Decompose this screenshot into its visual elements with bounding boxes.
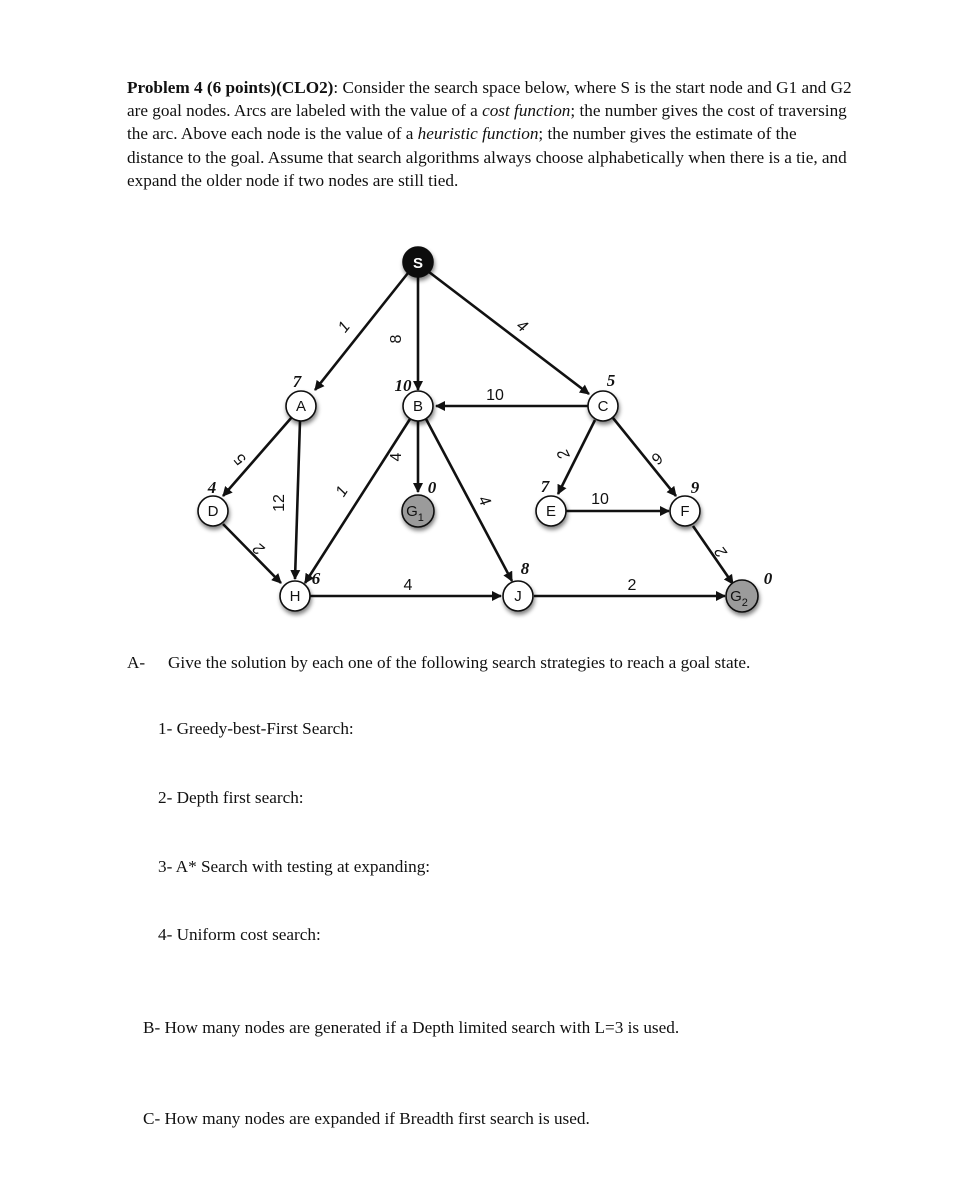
part-a-question: Give the solution by each one of the following search strategies to reach a goal state. <box>168 653 751 672</box>
cost-S-A: 1 <box>335 318 354 336</box>
node-label-J: J <box>514 588 522 605</box>
heuristic-B: 10 <box>394 376 412 395</box>
cost-C-E: 2 <box>554 446 574 462</box>
term-heuristic-function: heuristic function <box>417 124 539 144</box>
node-label-D: D <box>207 503 219 520</box>
heuristic-G1: 0 <box>427 478 437 497</box>
cost-J-G2: 2 <box>627 577 637 594</box>
edge-B-J <box>426 419 512 581</box>
cost-B-H: 1 <box>332 483 352 500</box>
node-label-G1: $G_1$ <box>406 503 424 524</box>
problem-text-2: ; the number gives the cost of traversing the arc. Above each node is the value of a <box>127 101 847 144</box>
problem-title: Problem 4 (6 points)(CLO2) <box>127 78 334 97</box>
cost-E-F: 10 <box>591 491 609 508</box>
heuristic-E: 7 <box>540 477 550 496</box>
heuristic-H: 6 <box>311 569 321 588</box>
node-label-S: S <box>412 255 424 272</box>
edge-C-F <box>613 418 676 496</box>
edge-S-A <box>315 273 408 390</box>
cost-S-C: 4 <box>513 316 531 336</box>
node-label-H: H <box>289 588 301 605</box>
node-label-A: A <box>295 398 307 415</box>
node-label-E: E <box>545 503 557 520</box>
cost-B-J: 4 <box>474 492 494 509</box>
problem-text-3: ; the number gives the estimate of the distance to the goal. Assume that search algorithms always choose alphabetically when there is a tie, and expand the older node if two nodes are still tied. <box>127 124 847 190</box>
strategy-item-astar: 3- A* Search with testing at expanding: <box>158 857 431 876</box>
cost-C-F: 6 <box>647 449 666 467</box>
edge-A-D <box>223 417 292 496</box>
node-label-G2: $G_2$ <box>730 588 748 609</box>
term-cost-function: cost function <box>482 101 571 121</box>
node-label-C: C <box>597 398 609 415</box>
part-c-question: C- How many nodes are expanded if Breadth first search is used. <box>143 1109 590 1128</box>
node-label-F: F <box>680 503 690 520</box>
edge-S-C <box>429 272 589 394</box>
strategy-item-greedy: 1- Greedy-best-First Search: <box>158 719 354 738</box>
part-b-question: B- How many nodes are generated if a Depth limited search with L=3 is used. <box>143 1018 680 1037</box>
cost-H-J: 4 <box>403 577 413 594</box>
heuristic-C: 5 <box>606 371 616 390</box>
cost-A-D: 5 <box>231 450 250 468</box>
part-a-label: A- <box>127 653 146 672</box>
cost-B-G1: 4 <box>388 452 405 462</box>
problem-text-1: : Consider the search space below, where S is the start node and G1 and G2 are goal nodes. Arcs are labeled with the value of a <box>127 78 852 121</box>
heuristic-F: 9 <box>690 478 700 497</box>
node-label-B: B <box>412 398 424 415</box>
cost-D-H: 2 <box>250 539 268 558</box>
cost-F-G2: 2 <box>711 543 731 561</box>
heuristic-A: 7 <box>292 372 302 391</box>
heuristic-J: 8 <box>520 559 530 578</box>
heuristic-D: 4 <box>207 478 217 497</box>
cost-C-B: 10 <box>486 387 504 404</box>
heuristic-G2: 0 <box>763 569 773 588</box>
strategy-item-ucs: 4- Uniform cost search: <box>158 925 321 944</box>
edge-A-H <box>295 421 300 579</box>
edge-B-H <box>305 419 410 583</box>
strategy-item-dfs: 2- Depth first search: <box>158 788 304 807</box>
cost-A-H: 12 <box>271 494 288 512</box>
cost-S-B: 8 <box>388 334 405 344</box>
